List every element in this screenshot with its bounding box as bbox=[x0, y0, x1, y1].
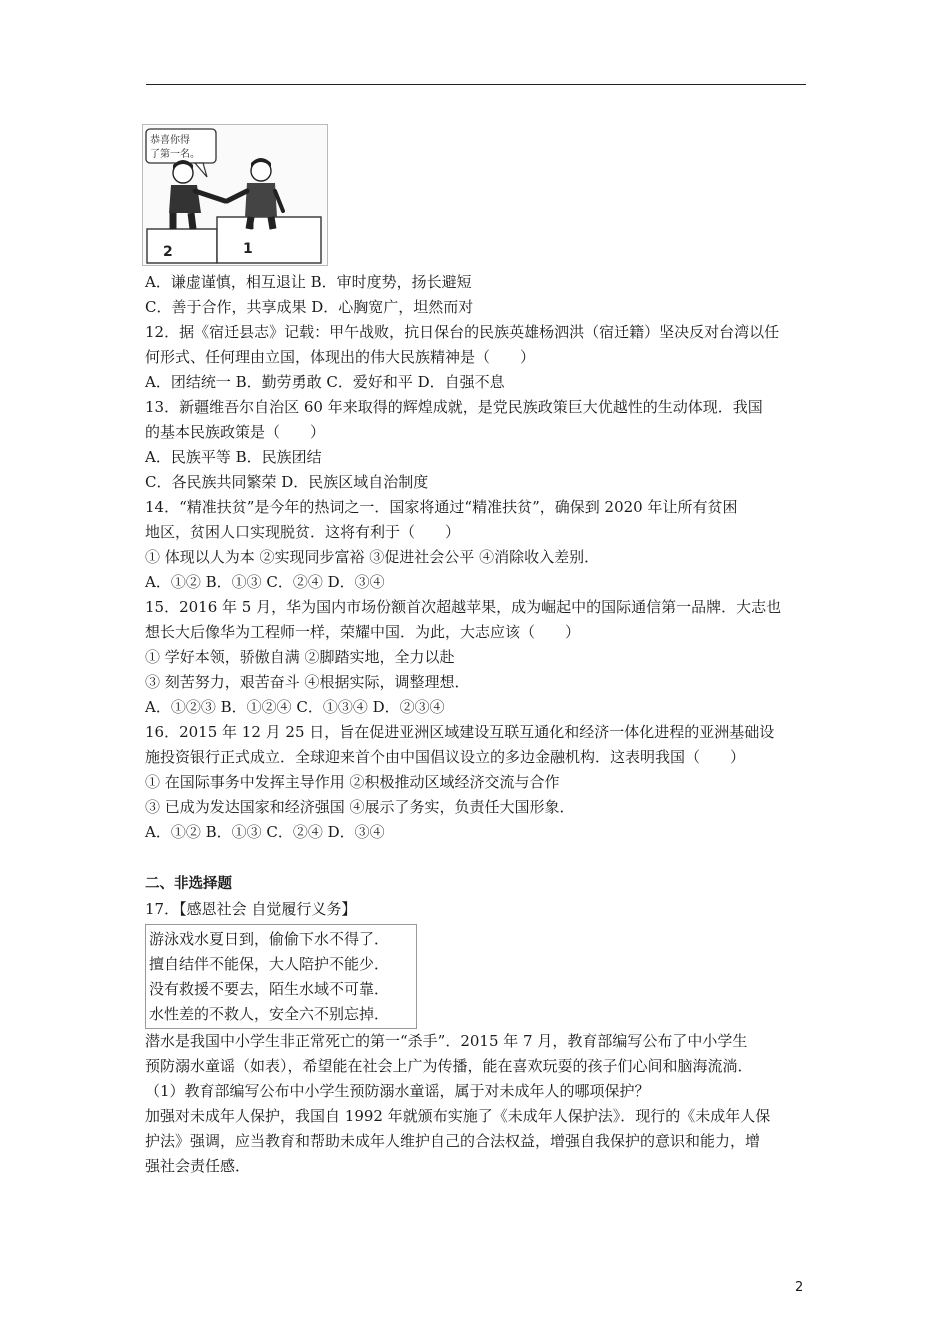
text-line: 13．新疆维吾尔自治区 60 年来取得的辉煌成就，是党民族政策巨大优越性的生动体现．我国 bbox=[145, 398, 763, 416]
poem-line: 擅自结伴不能保，大人陪护不能少． bbox=[149, 955, 390, 973]
text-line: A．①② B．①③ C．②④ D．③④ bbox=[145, 573, 385, 591]
text-line: ① 体现以人为本 ②实现同步富裕 ③促进社会公平 ④消除收入差别． bbox=[145, 548, 600, 566]
text-line: C．各民族共同繁荣 D．民族区域自治制度 bbox=[145, 473, 429, 491]
section-title: 二、非选择题 bbox=[145, 876, 232, 892]
handshake-cartoon bbox=[143, 125, 327, 265]
text-line: （1）教育部编写公布中小学生预防溺水童谣，属于对未成年人的哪项保护？ bbox=[145, 1082, 650, 1100]
header-rule bbox=[146, 84, 806, 85]
text-line: A．团结统一 B．勤劳勇敢 C．爱好和平 D．自强不息 bbox=[145, 373, 505, 391]
text-line: 12．据《宿迁县志》记载：甲午战败，抗日保台的民族英雄杨泗洪（宿迁籍）坚决反对台湾以任 bbox=[145, 323, 780, 341]
text-line: 的基本民族政策是（ ） bbox=[145, 423, 326, 441]
text-line: 想长大后像华为工程师一样，荣耀中国．为此，大志应该（ ） bbox=[145, 623, 581, 641]
text-line: A．①②③ B．①②④ C．①③④ D．②③④ bbox=[145, 698, 445, 716]
poem-table bbox=[145, 924, 417, 1029]
text-line: 地区，贫困人口实现脱贫．这将有利于（ ） bbox=[145, 523, 461, 541]
page-number: 2 bbox=[795, 1280, 804, 1295]
text-line: ① 在国际事务中发挥主导作用 ②积极推动区域经济交流与合作 bbox=[145, 773, 560, 791]
question-content bbox=[145, 270, 815, 1179]
text-line: 施投资银行正式成立．全球迎来首个由中国倡议设立的多边金融机构．这表明我国（ ） bbox=[145, 748, 746, 766]
speech-line-2: 了第一名。 bbox=[150, 149, 200, 160]
text-line: A．谦虚谨慎，相互退让 B．审时度势，扬长避短 bbox=[145, 273, 472, 291]
text-line: ③ 刻苦努力，艰苦奋斗 ④根据实际，调整理想． bbox=[145, 673, 470, 691]
cartoon-figure bbox=[142, 124, 328, 266]
speech-line-1: 恭喜你得 bbox=[150, 135, 190, 146]
text-line: 加强对未成年人保护，我国自 1992 年就颁布实施了《未成年人保护法》．现行的《未成年人保 bbox=[145, 1107, 771, 1125]
podium-label-2: 2 bbox=[163, 244, 173, 260]
text-line: 14．“精准扶贫”是今年的热词之一．国家将通过“精准扶贫”，确保到 2020 年让所有贫困 bbox=[145, 498, 738, 516]
podium-label-1: 1 bbox=[243, 241, 253, 257]
text-line: 潜水是我国中小学生非正常死亡的第一“杀手”．2015 年 7 月，教育部编写公布了中小学生 bbox=[145, 1032, 748, 1050]
text-line: 强社会责任感． bbox=[145, 1157, 251, 1175]
poem-line: 游泳戏水夏日到，偷偷下水不得了． bbox=[149, 930, 390, 948]
text-line: A．①② B．①③ C．②④ D．③④ bbox=[145, 823, 385, 841]
text-line: 16．2015 年 12 月 25 日，旨在促进亚洲区域建设互联互通化和经济一体化进程的亚洲基础设 bbox=[145, 723, 775, 741]
poem-line: 没有救援不要去，陌生水域不可靠． bbox=[149, 980, 390, 998]
text-line: ③ 已成为发达国家和经济强国 ④展示了务实，负责任大国形象． bbox=[145, 798, 575, 816]
text-line: 护法》强调，应当教育和帮助未成年人维护自己的合法权益，增强自我保护的意识和能力，增 bbox=[145, 1132, 761, 1150]
text-line: 何形式、任何理由立国，体现出的伟大民族精神是（ ） bbox=[145, 348, 536, 366]
question-17-heading: 17．【感恩社会 自觉履行义务】 bbox=[145, 900, 357, 918]
text-line: C．善于合作，共享成果 D．心胸宽广，坦然而对 bbox=[145, 298, 474, 316]
text-line: 预防溺水童谣（如表），希望能在社会上广为传播，能在喜欢玩耍的孩子们心间和脑海流淌． bbox=[145, 1057, 753, 1075]
text-line: A．民族平等 B．民族团结 bbox=[145, 448, 322, 466]
poem-line: 水性差的不救人，安全六不别忘掉． bbox=[149, 1005, 390, 1023]
text-line: ① 学好本领，骄傲自满 ②脚踏实地，全力以赴 bbox=[145, 648, 455, 666]
text-line: 15．2016 年 5 月，华为国内市场份额首次超越苹果，成为崛起中的国际通信第一品牌．大志也 bbox=[145, 598, 782, 616]
